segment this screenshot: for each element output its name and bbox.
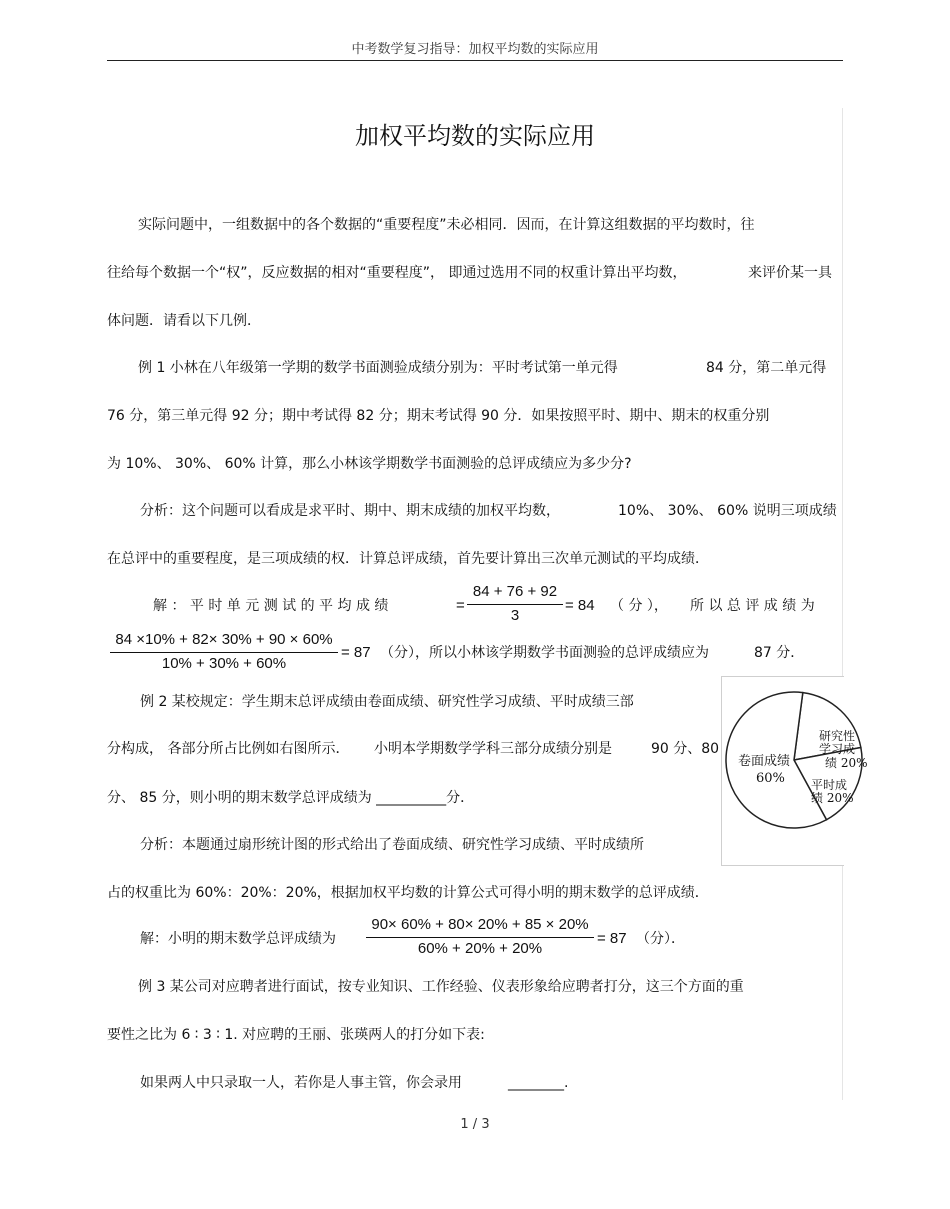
pie-label-research-3: 绩 20%	[825, 756, 868, 770]
fraction-numerator: 90× 60% + 80× 20% + 85 × 20%	[371, 916, 589, 933]
example1-analysis-1a: 分析：这个问题可以看成是求平时、期中、期末成绩的加权平均数，	[140, 503, 560, 519]
example1-line-3: 为 10%、 30%、 60% 计算，那么小林该学期数学书面测验的总评成绩应为多少分?	[107, 456, 632, 472]
example2-line-2b: 小明本学期数学学科三部分成绩分别是	[374, 741, 612, 757]
pie-label-daily-2: 绩 20%	[811, 791, 854, 805]
running-header: 中考数学复习指导：加权平均数的实际应用	[351, 42, 599, 57]
example2-analysis-2: 占的权重比为 60%：20%：20%，根据加权平均数的计算公式可得小明的期末数学的总评成绩．	[107, 885, 709, 901]
example1-solution-tail: 所 以 总 评 成 绩 为	[690, 598, 815, 614]
intro-line-3: 体问题．请看以下几例．	[107, 313, 261, 329]
example1-analysis-2: 在总评中的重要程度，是三项成绩的权．计算总评成绩，首先要计算出三次单元测试的平均成绩．	[107, 551, 709, 567]
page-number: 1 / 3	[460, 1117, 490, 1132]
fraction-unit: （分）．	[636, 931, 685, 947]
example1-conclusion-a: （分），所以小林该学期数学书面测验的总评成绩应为	[380, 645, 709, 661]
example2-analysis-1: 分析：本题通过扇形统计图的形式给出了卷面成绩、研究性学习成绩、平时成绩所	[140, 837, 644, 853]
pie-label-research-1: 研究性	[819, 729, 856, 743]
example1-solution-lead: 解 ： 平 时 单 元 测 试 的 平 均 成 绩	[153, 598, 389, 614]
fraction-result: = 87	[341, 644, 371, 661]
fraction-numerator: 84 + 76 + 92	[472, 583, 558, 600]
header-rule	[107, 60, 843, 61]
fraction-bar	[366, 937, 594, 938]
example2-line-2a: 分构成， 各部分所占比例如右图所示．	[107, 741, 350, 757]
fraction-result: = 87	[597, 930, 627, 947]
example3-line-2: 要性之比为 6 ∶ 3 ∶ 1. 对应聘的王丽、张瑛两人的打分如下表:	[107, 1027, 485, 1043]
fraction-denominator: 60% + 20% + 20%	[417, 940, 543, 957]
fraction-unit-average	[467, 583, 563, 627]
example1-conclusion-b: 87 分．	[754, 645, 805, 661]
fraction-final-score	[366, 916, 594, 960]
example3-line-1: 例 3 某公司对应聘者进行面试，按专业知识、工作经验、仪表形象给应聘者打分，这三个方面的重	[138, 979, 744, 995]
example2-line-3: 分、 85 分，则小明的期末数学总评成绩为 __________分．	[107, 790, 475, 806]
fraction-unit: （ 分 ），	[610, 598, 668, 614]
example1-line-2: 76 分，第三单元得 92 分；期中考试得 82 分；期末考试得 90 分．如果按照平时、期中、期末的权重分别	[107, 408, 770, 424]
fraction-bar	[110, 652, 338, 653]
fraction-denominator: 3	[510, 607, 520, 624]
intro-line-2a: 往给每个数据一个“权”，反应数据的相对“重要程度”， 即通过选用不同的权重计算出平均数，	[107, 265, 687, 281]
pie-label-exam-percent: 60%	[756, 771, 785, 786]
pie-label-daily-1: 平时成	[811, 778, 848, 792]
pie-label-exam: 卷面成绩	[738, 754, 791, 769]
pie-chart	[722, 677, 868, 865]
example1-line-1b: 84 分，第二单元得	[706, 360, 827, 376]
fraction-bar	[467, 604, 563, 605]
pie-chart-figure	[721, 676, 868, 866]
example2-line-1: 例 2 某校规定：学生期末总评成绩由卷面成绩、研究性学习成绩、平时成绩三部	[140, 694, 634, 710]
intro-line-1: 实际问题中，一组数据中的各个数据的“重要程度”未必相同．因而，在计算这组数据的平均数时，往	[138, 217, 755, 233]
fraction-denominator: 10% + 30% + 60%	[161, 655, 287, 672]
intro-line-2b: 来评价某一具	[748, 265, 832, 281]
fraction-numerator: 84 ×10% + 82× 30% + 90 × 60%	[115, 631, 333, 648]
example3-line-3a: 如果两人中只录取一人，若你是人事主管，你会录用	[140, 1075, 462, 1091]
example1-analysis-1b: 10%、 30%、 60% 说明三项成绩	[618, 503, 837, 519]
example1-line-1a: 例 1 小林在八年级第一学期的数学书面测验成绩分别为：平时考试第一单元得	[138, 360, 618, 376]
fraction-weighted-total	[110, 631, 338, 675]
example2-line-2c: 90 分、80	[651, 741, 720, 757]
margin-rule	[842, 108, 843, 1100]
equals-sign: =	[456, 597, 465, 614]
example3-line-3b: ________.	[508, 1075, 569, 1091]
page-title: 加权平均数的实际应用	[355, 122, 595, 150]
pie-label-research-2: 学习成	[819, 742, 856, 756]
example2-solution-lead: 解：小明的期末数学总评成绩为	[140, 931, 336, 947]
fraction-result: = 84	[565, 597, 595, 614]
